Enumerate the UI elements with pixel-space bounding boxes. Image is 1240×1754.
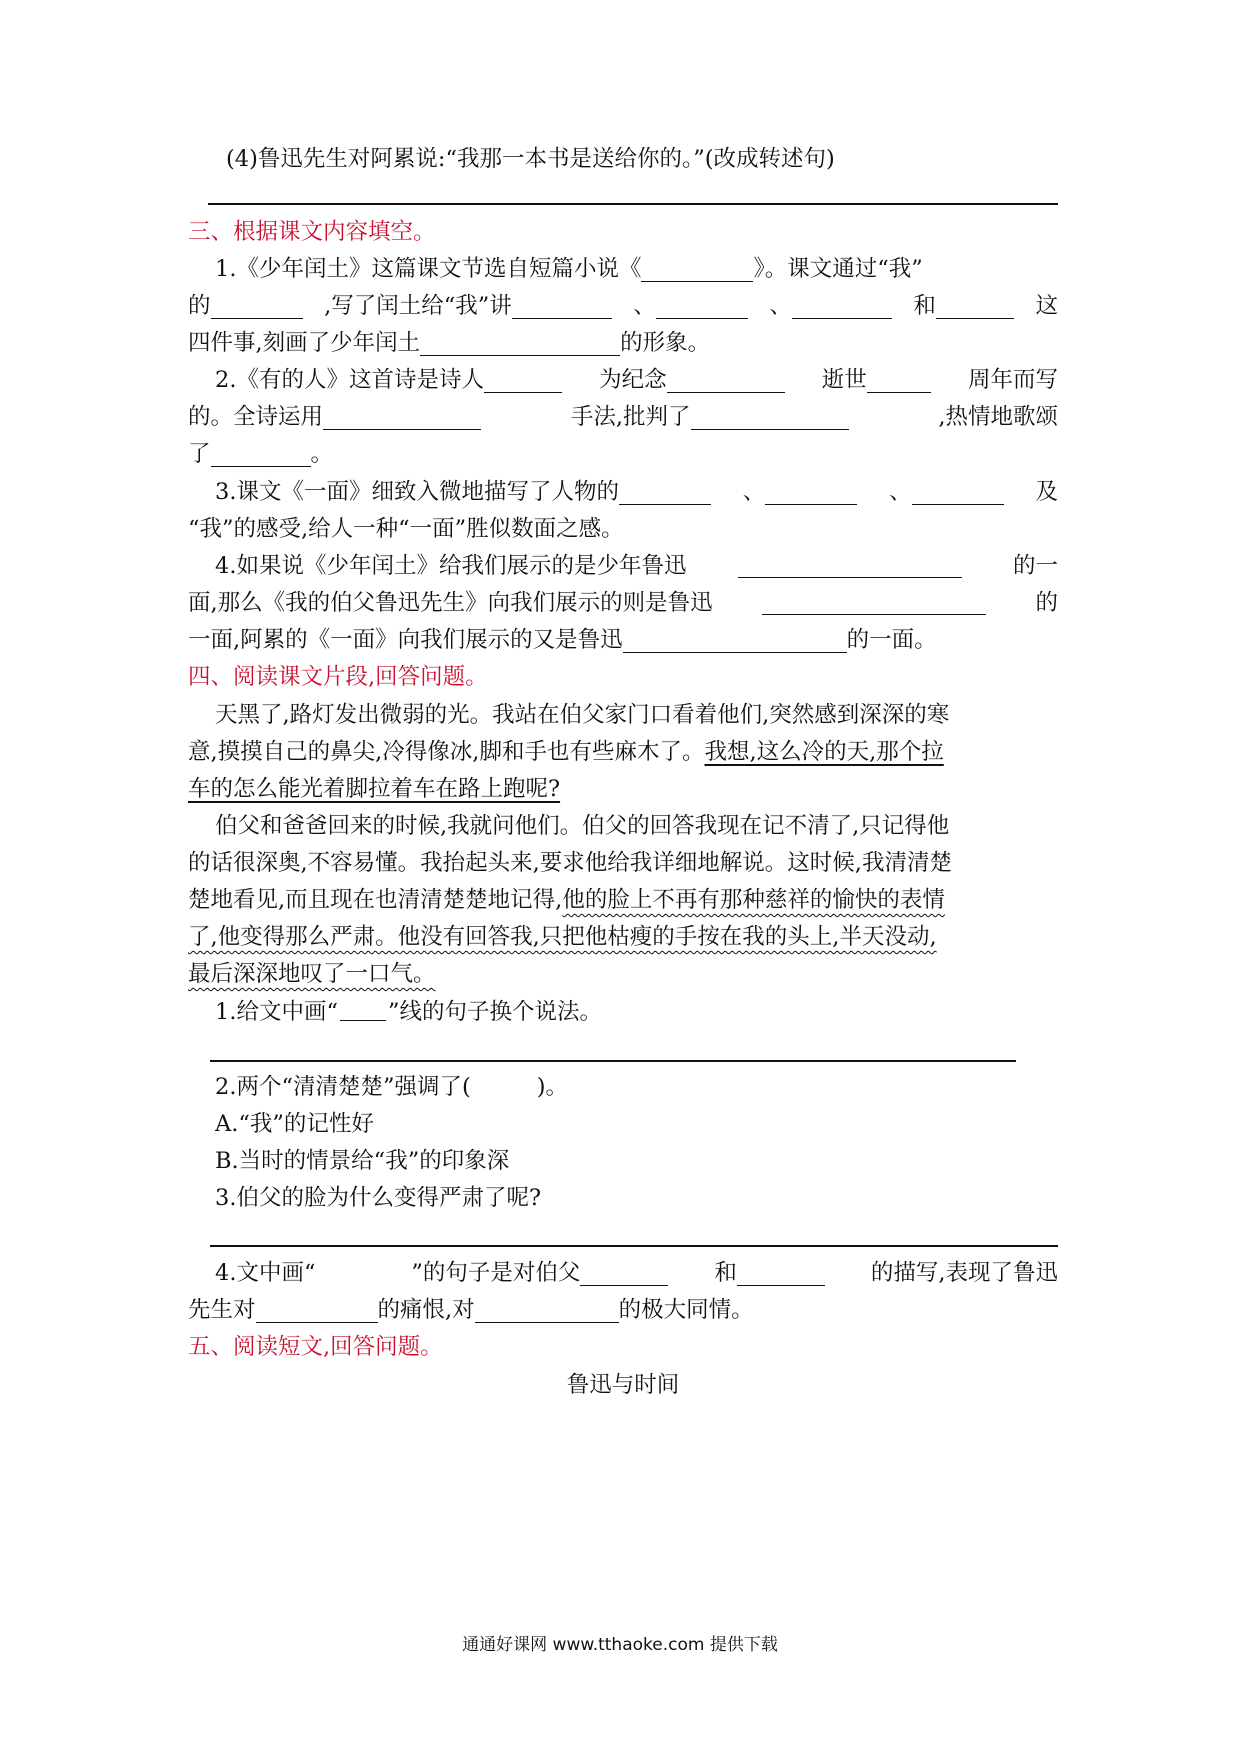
- passage-p1-line-3: 车的怎么能光着脚拉着车在路上跑呢?: [188, 776, 561, 802]
- item-4-line-3: 一面,阿累的《一面》向我们展示的又是鲁迅 的一面。: [188, 627, 937, 653]
- passage-p2-line-1: 伯父和爸爸回来的时候,我就问他们。伯父的回答我现在记不清了,只记得他: [215, 813, 950, 839]
- exercise-4-prompt: (4)鲁迅先生对阿累说:“我那一本书是送给你的。”(改成转述句): [226, 146, 835, 172]
- fill-blank[interactable]: [936, 291, 1014, 319]
- article-title: 鲁迅与时间: [566, 1372, 680, 1398]
- fill-blank[interactable]: [323, 402, 481, 430]
- fill-blank[interactable]: [512, 291, 612, 319]
- fill-blank[interactable]: [619, 477, 711, 505]
- passage-p2-line-5: 最后深深地叹了一口气。: [188, 961, 436, 987]
- answer-line-4: [208, 203, 1058, 205]
- answer-line-q3[interactable]: [210, 1245, 1058, 1247]
- section-5-title: 五、阅读短文,回答问题。: [188, 1334, 443, 1360]
- underline-sample: [340, 998, 386, 1021]
- item-2-line-3: 了 。: [188, 441, 334, 467]
- fill-blank[interactable]: [475, 1295, 619, 1323]
- question-2: 2.两个“清清楚楚”强调了( )。: [215, 1074, 569, 1100]
- passage-p1-line-2: 意,摸摸自己的鼻尖,冷得像冰,脚和手也有些麻木了。我想,这么冷的天,那个拉: [188, 739, 944, 765]
- item-1-line-2: 的 ,写了闰土给“我”讲 、 、 和 这: [188, 293, 1058, 319]
- item-1-line-3: 四件事,刻画了少年闰土 的形象。: [188, 330, 711, 356]
- item-2-line-2: 的。全诗运用 手法,批判了 ,热情地歌颂: [188, 404, 1058, 430]
- question-2-option-b: B.当时的情景给“我”的印象深: [215, 1148, 510, 1174]
- passage-p2-line-3: 楚地看见,而且现在也清清楚楚地记得,他的脸上不再有那种慈祥的愉快的表情: [188, 887, 945, 913]
- fill-blank[interactable]: [667, 365, 785, 393]
- item-3-line-2: “我”的感受,给人一种“一面”胜似数面之感。: [188, 516, 624, 542]
- passage-p2-line-4: 了,他变得那么严肃。他没有回答我,只把他枯瘦的手按在我的头上,半天没动,: [188, 924, 937, 950]
- wavy-sample: [317, 1257, 363, 1279]
- section-4-title: 四、阅读课文片段,回答问题。: [188, 664, 488, 690]
- fill-blank[interactable]: [211, 291, 303, 319]
- fill-blank[interactable]: [792, 291, 892, 319]
- item-2-line-1: 2.《有的人》这首诗是诗人 为纪念 逝世 周年而写: [215, 367, 1058, 393]
- fill-blank[interactable]: [691, 402, 849, 430]
- section-3-title: 三、根据课文内容填空。: [188, 219, 436, 245]
- item-4-line-2: 面,那么《我的伯父鲁迅先生》向我们展示的则是鲁迅 的: [188, 587, 1058, 621]
- question-3: 3.伯父的脸为什么变得严肃了呢?: [215, 1185, 542, 1211]
- fill-blank[interactable]: [641, 254, 753, 282]
- fill-blank[interactable]: [738, 550, 962, 578]
- fill-blank[interactable]: [420, 328, 620, 356]
- question-4-line-2: 先生对 的痛恨,对 的极大同情。: [188, 1297, 754, 1323]
- question-2-option-a: A.“我”的记性好: [215, 1111, 374, 1137]
- fill-blank[interactable]: [912, 477, 1004, 505]
- fill-blank[interactable]: [484, 365, 562, 393]
- footer-credit: 通通好课网 www.tthaoke.com 提供下载: [462, 1635, 778, 1655]
- passage-p2-line-2: 的话很深奥,不容易懂。我抬起头来,要求他给我详细地解说。这时候,我清清楚: [188, 850, 952, 876]
- answer-line-q1[interactable]: [210, 1060, 1016, 1062]
- fill-blank[interactable]: [580, 1258, 668, 1286]
- fill-blank[interactable]: [737, 1258, 825, 1286]
- item-1-line-1: 1.《少年闰土》这篇课文节选自短篇小说《 》。课文通过“我”: [215, 256, 923, 282]
- fill-blank[interactable]: [256, 1295, 378, 1323]
- question-1: 1.给文中画“ ”线的句子换个说法。: [215, 999, 602, 1025]
- fill-blank[interactable]: [656, 291, 748, 319]
- question-4-line-1: 4.文中画“ ”的句子是对伯父 和 的描写,表现了鲁迅: [215, 1257, 1058, 1291]
- fill-blank[interactable]: [762, 587, 986, 615]
- fill-blank[interactable]: [623, 625, 847, 653]
- passage-p1-line-1: 天黑了,路灯发出微弱的光。我站在伯父家门口看着他们,突然感到深深的寒: [215, 702, 950, 728]
- item-4-line-1: 4.如果说《少年闰土》给我们展示的是少年鲁迅 的一: [215, 550, 1058, 584]
- item-3-line-1: 3.课文《一面》细致入微地描写了人物的 、 、 及: [215, 479, 1058, 505]
- fill-blank[interactable]: [867, 365, 931, 393]
- fill-blank[interactable]: [765, 477, 857, 505]
- fill-blank[interactable]: [211, 439, 311, 467]
